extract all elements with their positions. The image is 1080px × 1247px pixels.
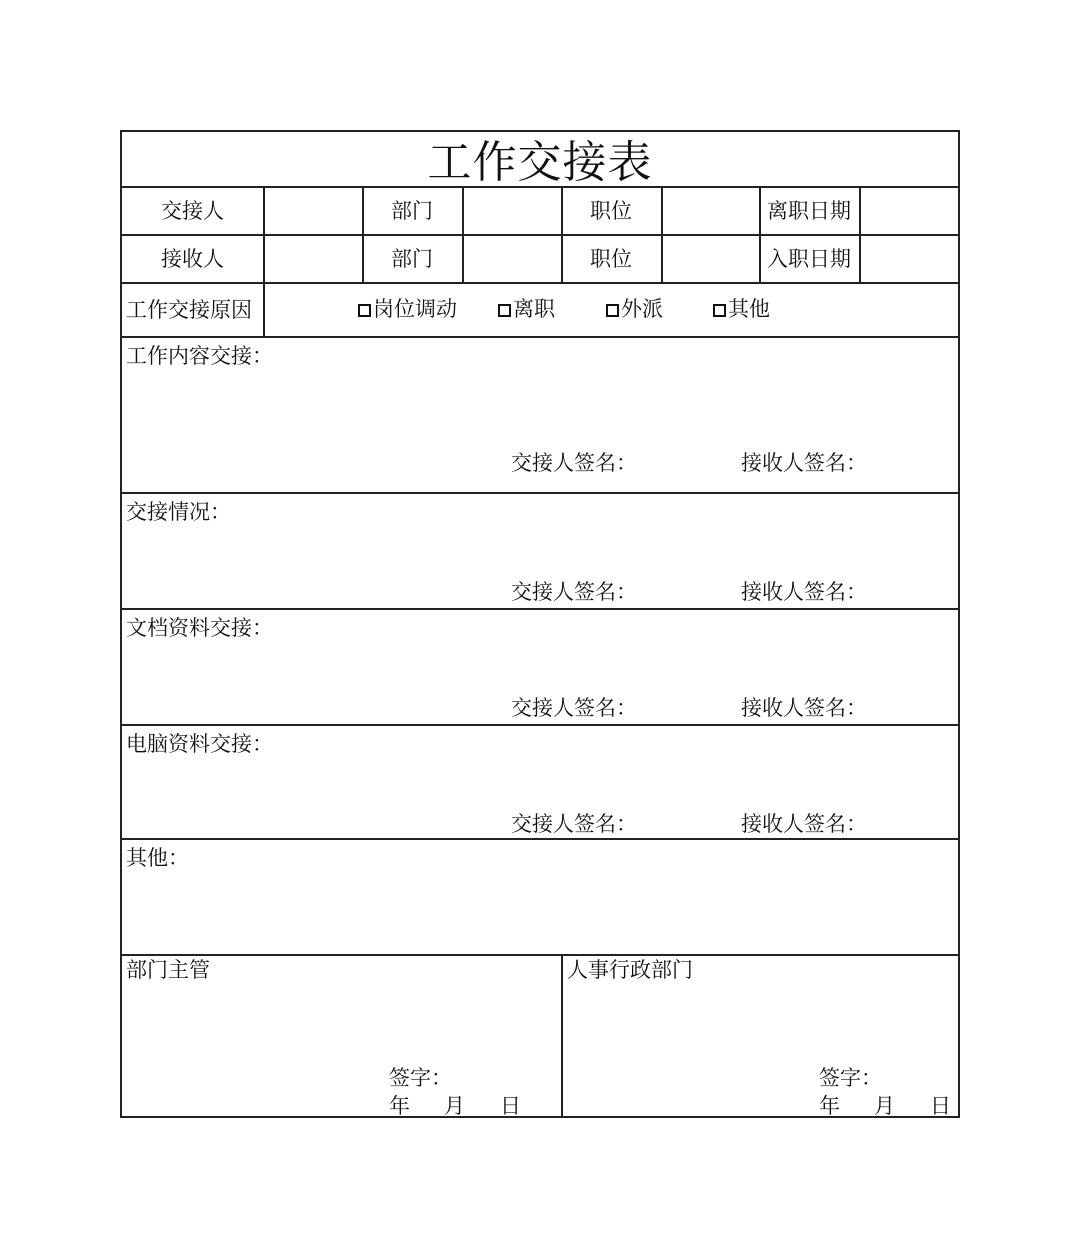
year-label: 年 <box>389 1094 410 1118</box>
month-label: 月 <box>874 1094 895 1118</box>
year-label: 年 <box>819 1094 840 1118</box>
divider <box>859 186 861 282</box>
dept-label: 部门 <box>391 247 433 271</box>
receiver-label: 接收人 <box>161 247 224 271</box>
section-label: 电脑资料交接： <box>126 732 273 756</box>
checkbox-icon[interactable] <box>498 304 511 317</box>
handover-person-label: 交接人 <box>161 199 224 223</box>
divider <box>122 838 958 840</box>
checkbox-icon[interactable] <box>358 304 371 317</box>
position-label: 职位 <box>590 199 632 223</box>
divider <box>122 724 958 726</box>
dept-label: 部门 <box>391 199 433 223</box>
divider <box>561 954 563 1118</box>
handover-reason-label: 工作交接原因 <box>126 298 252 322</box>
divider <box>661 186 663 282</box>
receiver-signature-label: 接收人签名： <box>741 580 867 604</box>
form-title: 工作交接表 <box>427 137 653 188</box>
sign-label: 签字： <box>389 1066 452 1090</box>
section-label: 文档资料交接： <box>126 616 273 640</box>
handover-signature-label: 交接人签名： <box>511 812 637 836</box>
dept-head-label: 部门主管 <box>126 958 210 982</box>
sign-label: 签字： <box>819 1066 882 1090</box>
month-label: 月 <box>444 1094 465 1118</box>
handover-signature-label: 交接人签名： <box>511 580 637 604</box>
divider <box>122 186 958 188</box>
handover-signature-label: 交接人签名： <box>511 696 637 720</box>
divider <box>122 954 958 956</box>
divider <box>122 492 958 494</box>
handover-signature-label: 交接人签名： <box>511 451 637 475</box>
other-label: 其他： <box>126 846 189 870</box>
option-other[interactable]: 其他 <box>713 297 770 321</box>
divider <box>122 336 958 338</box>
checkbox-icon[interactable] <box>713 304 726 317</box>
option-dispatch[interactable]: 外派 <box>606 297 663 321</box>
checkbox-icon[interactable] <box>606 304 619 317</box>
divider <box>122 608 958 610</box>
divider <box>122 234 958 236</box>
section-label: 工作内容交接： <box>126 344 273 368</box>
join-date-label: 入职日期 <box>767 247 851 271</box>
divider <box>462 186 464 282</box>
receiver-signature-label: 接收人签名： <box>741 812 867 836</box>
option-transfer[interactable]: 岗位调动 <box>358 297 457 321</box>
handover-form <box>120 130 960 1118</box>
position-label: 职位 <box>590 247 632 271</box>
receiver-signature-label: 接收人签名： <box>741 696 867 720</box>
day-label: 日 <box>500 1094 521 1118</box>
section-label: 交接情况： <box>126 500 231 524</box>
hr-dept-label: 人事行政部门 <box>567 958 693 982</box>
option-resign[interactable]: 离职 <box>498 297 555 321</box>
day-label: 日 <box>930 1094 951 1118</box>
divider <box>122 282 958 284</box>
receiver-signature-label: 接收人签名： <box>741 451 867 475</box>
leave-date-label: 离职日期 <box>767 199 851 223</box>
divider <box>263 186 265 336</box>
